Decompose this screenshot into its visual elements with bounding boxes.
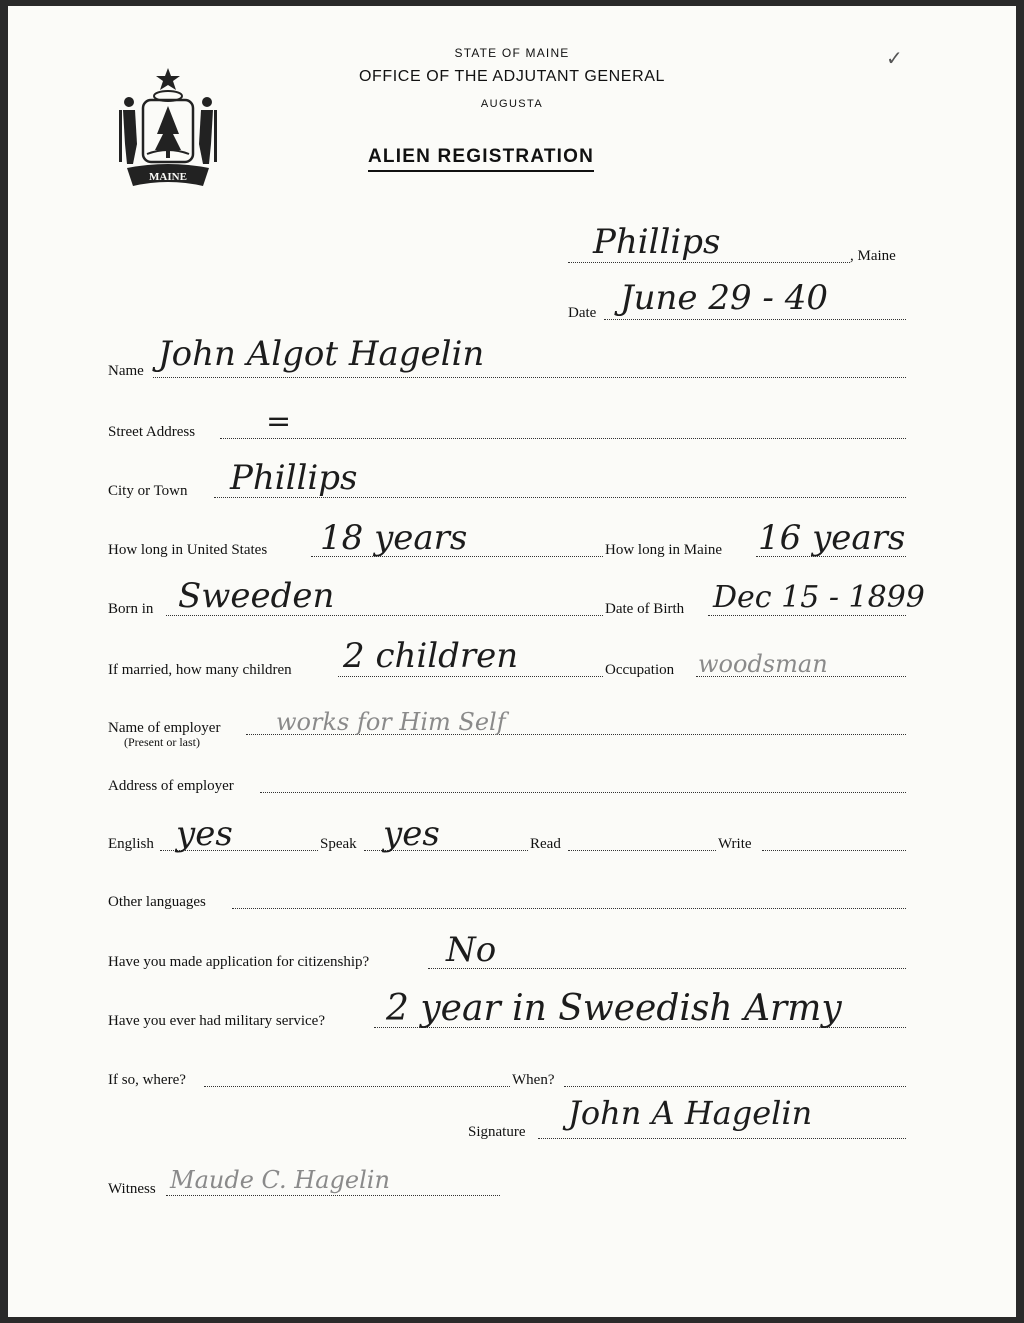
city-value: Phillips [230, 458, 358, 498]
maine-years-value: 16 years [758, 518, 906, 558]
where-label: If so, where? [108, 1072, 186, 1088]
english-label: English [108, 836, 154, 852]
english-value: yes [176, 814, 233, 854]
speak-label: Speak [320, 836, 357, 852]
employer-value: works for Him Self [276, 708, 506, 736]
town-suffix: , Maine [850, 248, 896, 264]
children-label: If married, how many children [108, 662, 292, 678]
name-value: John Algot Hagelin [158, 334, 485, 374]
born-value: Sweeden [178, 576, 335, 616]
dob-value: Dec 15 - 1899 [713, 580, 925, 615]
city-label: City or Town [108, 483, 188, 499]
dob-label: Date of Birth [605, 601, 685, 617]
witness-value: Maude C. Hagelin [170, 1166, 390, 1194]
street-label: Street Address [108, 424, 196, 440]
employer-address-label: Address of employer [108, 778, 234, 794]
registration-form [8, 6, 1016, 1317]
military-value: 2 year in Sweedish Army [386, 988, 842, 1029]
speak-value: yes [383, 814, 440, 854]
signature-value: John A Hagelin [568, 1094, 813, 1132]
town-value: Phillips [593, 222, 721, 262]
employer-label: Name of employer [108, 720, 221, 736]
name-label: Name [108, 363, 144, 379]
us-years-value: 18 years [320, 518, 468, 558]
date-value: June 29 - 40 [620, 278, 828, 318]
occupation-value: woodsman [698, 650, 828, 678]
maine-years-label: How long in Maine [605, 542, 723, 558]
seal-text: MAINE [149, 171, 187, 183]
signature-label: Signature [468, 1124, 526, 1140]
us-years-label: How long in United States [108, 542, 268, 558]
form-title: ALIEN REGISTRATION [368, 146, 594, 172]
check-mark: ✓ [886, 46, 903, 70]
military-label: Have you ever had military service? [108, 1013, 325, 1029]
read-label: Read [530, 836, 561, 852]
other-languages-label: Other languages [108, 894, 206, 910]
born-label: Born in [108, 601, 154, 617]
header-office: OFFICE OF THE ADJUTANT GENERAL [358, 68, 666, 85]
citizenship-value: No [446, 930, 497, 970]
when-label: When? [512, 1072, 555, 1088]
header-city: AUGUSTA [480, 98, 544, 110]
occupation-label: Occupation [605, 662, 675, 678]
street-value: = [266, 404, 292, 439]
witness-label: Witness [108, 1181, 156, 1197]
header-state: STATE OF MAINE [454, 46, 570, 60]
employer-sublabel: (Present or last) [124, 735, 200, 749]
citizenship-label: Have you made application for citizenship? [108, 954, 370, 970]
children-value: 2 children [343, 636, 519, 676]
date-label: Date [568, 305, 597, 321]
write-label: Write [718, 836, 752, 852]
